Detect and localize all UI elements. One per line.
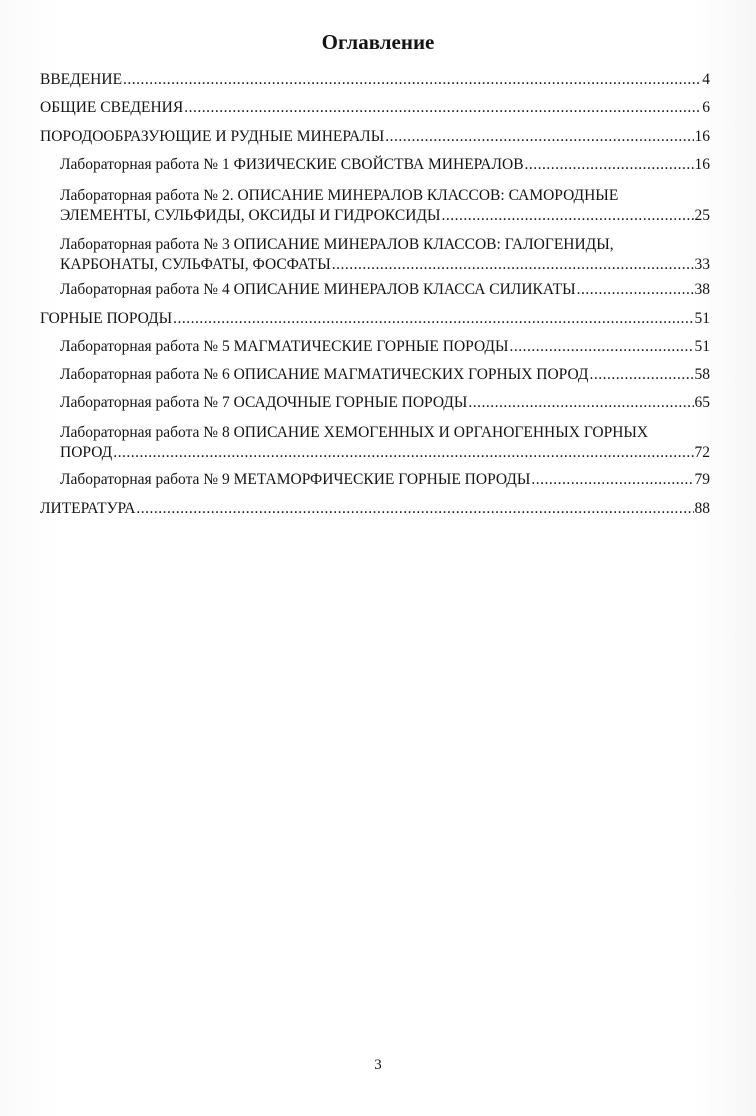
- toc-entry-title: ГОРНЫЕ ПОРОДЫ: [40, 310, 173, 327]
- toc-entry-page: 51: [694, 310, 710, 327]
- toc-entry-title: Лабораторная работа № 4 ОПИСАНИЕ МИНЕРАЛОВ КЛАССА СИЛИКАТЫ: [60, 281, 576, 298]
- leader-dots: [113, 443, 693, 463]
- toc-entry-page: 65: [694, 394, 710, 411]
- leader-dots: [531, 470, 693, 490]
- leader-dots: [123, 70, 701, 90]
- toc-entry-general-info[interactable]: [40, 98, 710, 118]
- toc-entry-lab-4[interactable]: [60, 280, 710, 300]
- leader-dots: [136, 499, 693, 519]
- leader-dots: [441, 206, 693, 226]
- toc-entry-title: ЭЛЕМЕНТЫ, СУЛЬФИДЫ, ОКСИДЫ И ГИДРОКСИДЫ: [60, 207, 441, 224]
- leader-dots: [468, 393, 693, 413]
- page-number: 3: [374, 1057, 382, 1073]
- leader-dots: [577, 280, 694, 300]
- toc-entry-title: ЛИТЕРАТУРА: [40, 500, 136, 517]
- toc-entry-page: 16: [694, 128, 710, 145]
- toc-entry-lab-6[interactable]: [60, 365, 710, 385]
- leader-dots: [184, 98, 701, 118]
- toc-entry-introduction[interactable]: [40, 70, 710, 90]
- toc-entry-page: 38: [694, 281, 710, 298]
- toc-entry-page: 6: [702, 99, 710, 116]
- toc-entry-page: 33: [694, 256, 710, 273]
- toc-entry-page: 16: [694, 156, 710, 173]
- toc-entry-title: КАРБОНАТЫ, СУЛЬФАТЫ, ФОСФАТЫ: [60, 256, 331, 273]
- toc-entry-title: Лабораторная работа № 6 ОПИСАНИЕ МАГМАТИЧЕСКИХ ГОРНЫХ ПОРОД: [60, 366, 589, 383]
- leader-dots: [173, 309, 693, 329]
- toc-entry-title: ПОРОДООБРАЗУЮЩИЕ И РУДНЫЕ МИНЕРАЛЫ: [40, 128, 385, 145]
- toc-entry-literature[interactable]: [40, 499, 710, 519]
- toc-entry-title: ВВЕДЕНИЕ: [40, 71, 123, 88]
- leader-dots: [385, 127, 693, 147]
- leader-dots: [332, 255, 694, 275]
- toc-entry-page: 79: [694, 471, 710, 488]
- toc-entry-page: 4: [702, 71, 710, 88]
- toc-entry-title: Лабораторная работа № 9 МЕТАМОРФИЧЕСКИЕ ГОРНЫЕ ПОРОДЫ: [60, 471, 531, 488]
- toc-entry-lab-8[interactable]: [60, 423, 710, 463]
- toc-entry-lab-2[interactable]: [60, 186, 710, 226]
- toc-entry-title: ПОРОД: [60, 444, 113, 461]
- toc-entry-lab-1[interactable]: [60, 155, 710, 175]
- toc-entry-page: 25: [694, 207, 710, 224]
- leader-dots: [590, 365, 694, 385]
- toc-entry-lab-9[interactable]: [60, 470, 710, 490]
- toc-title: Оглавление: [321, 30, 435, 54]
- toc-entry-title: Лабораторная работа № 5 МАГМАТИЧЕСКИЕ ГОРНЫЕ ПОРОДЫ: [60, 338, 509, 355]
- toc-entry-title: ОБЩИЕ СВЕДЕНИЯ: [40, 99, 184, 116]
- leader-dots: [525, 155, 694, 175]
- toc-entry-lab-5[interactable]: [60, 337, 710, 357]
- toc-entry-title: Лабораторная работа № 1 ФИЗИЧЕСКИЕ СВОЙСТВА МИНЕРАЛОВ: [60, 156, 524, 173]
- toc-entry-page: 88: [694, 500, 710, 517]
- toc-entry-title-line1: Лабораторная работа № 8 ОПИСАНИЕ ХЕМОГЕННЫХ И ОРГАНОГЕННЫХ ГОРНЫХ: [60, 424, 649, 441]
- toc-entry-rock-forming-minerals[interactable]: [40, 127, 710, 147]
- toc-entry-lab-7[interactable]: [60, 393, 710, 413]
- toc-entry-page: 51: [694, 338, 710, 355]
- toc-entry-rocks[interactable]: [40, 309, 710, 329]
- toc-entry-page: 72: [694, 444, 710, 461]
- toc-entry-title: Лабораторная работа № 7 ОСАДОЧНЫЕ ГОРНЫЕ ПОРОДЫ: [60, 394, 468, 411]
- toc-entry-title-line1: Лабораторная работа № 2. ОПИСАНИЕ МИНЕРАЛОВ КЛАССОВ: САМОРОДНЫЕ: [60, 187, 619, 204]
- toc-entry-lab-3[interactable]: [60, 235, 710, 275]
- leader-dots: [510, 337, 694, 357]
- toc-entry-page: 58: [694, 366, 710, 383]
- toc-entry-title-line1: Лабораторная работа № 3 ОПИСАНИЕ МИНЕРАЛОВ КЛАССОВ: ГАЛОГЕНИДЫ,: [60, 236, 614, 253]
